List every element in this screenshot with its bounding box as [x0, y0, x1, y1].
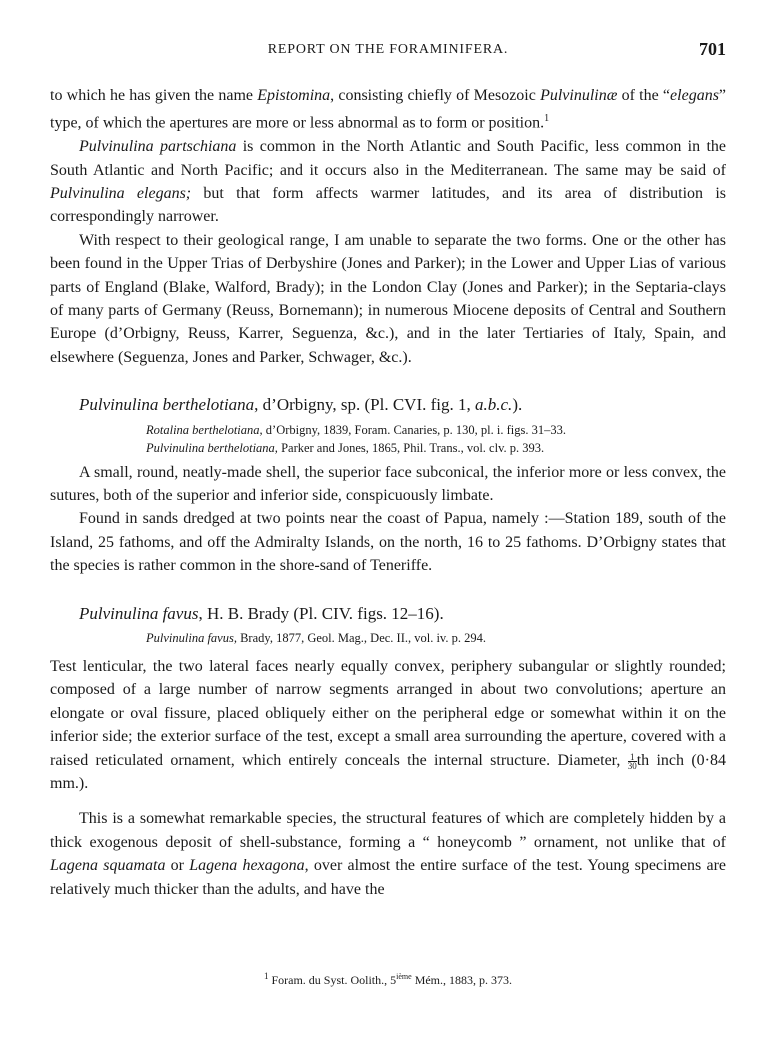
paragraph-epistomina: to which he has given the name Epistomina, consisting chiefly of Mesozoic Pulvinulinæ of the “elegans” type, of which the apertures are more or less abnormal as to form or position.$^1$ — [50, 87, 727, 132]
distribution-berthelotiana: Found in sands dredged at two points near the coast of Papua, namely :—Station 189, south of the Island, 25 fathoms, and off the Admiralty Islands, on the north, 16 to 25 fathoms. D’Orbigny states that the species is rather common in the shore-sand of Teneriffe. — [50, 510, 726, 575]
description-berthelotiana: A small, round, neatly-made shell, the superior face subconical, the inferior more or less convex, the sutures, both of the superior and inferior side, conspicuously limbate. — [50, 463, 726, 505]
fraction: $\frac{1}{30}$ — [627, 751, 637, 771]
footnote: $^1$ Foram. du Syst. Oolith., 5ième Mém., 1883, p. 373. — [263, 971, 513, 987]
species-heading-berthelotiana: Pulvinulina berthelotiana, d’Orbigny, sp. (Pl. CVI. fig. 1, a.b.c.). — [79, 395, 523, 415]
footnote-ref: 1 — [544, 113, 550, 125]
page-body — [50, 84, 726, 901]
paragraph-partschiana: Pulvinulina partschiana is common in the North Atlantic and South Pacific, less common in the South Atlantic and North Pacific; and it occurs also in the Mediterranean. The same may be said of Pulvinulina elegans; but that form affects warmer latitudes, and its area of distribution is correspondingly narrower. — [50, 138, 727, 226]
page-number: 701 — [699, 39, 726, 59]
synonym-line: Pulvinulina favus, Brady, 1877, Geol. Mag., Dec. II., vol. iv. p. 294. — [146, 631, 486, 646]
remarks-favus: This is a somewhat remarkable species, the structural features of which are completely hidden by a thick exogenous deposit of shell-substance, forming a “ honeycomb ” ornament, not unlike that of Lagena squamata or Lagena hexagona, over almost the entire surface of the test. Young specimens are relatively much thicker than the adults, and have the — [50, 810, 727, 898]
synonym-line: Pulvinulina berthelotiana, Parker and Jones, 1865, Phil. Trans., vol. clv. p. 393. — [146, 440, 545, 455]
paragraph-geological-range: With respect to their geological range, I am unable to separate the two forms. One or the other has been found in the Upper Trias of Derbyshire (Jones and Parker); in the Lower and Upper Lias of various parts of England (Blake, Walford, Brady); in the London Clay (Jones and Parker); in the Septaria-clays of many parts of Germany (Reuss, Bornemann); in numerous Miocene deposits of Central and Southern Europe (d’Orbigny, Reuss, Karrer, Seguenza, &c.), and in the later Tertiaries of Italy, Spain, and elsewhere (Seguenza, Jones and Parker, Schwager, &c.). — [50, 231, 726, 366]
header-title: REPORT ON THE FORAMINIFERA. — [267, 42, 509, 57]
species-heading-favus: Pulvinulina favus, H. B. Brady (Pl. CIV. figs. 12–16). — [79, 603, 444, 623]
synonym-line: Rotalina berthelotiana, d’Orbigny, 1839, Foram. Canaries, p. 130, pl. i. figs. 31–33. — [146, 422, 566, 437]
description-favus: Test lenticular, the two lateral faces nearly equally convex, periphery subangular or slightly rounded; composed of a large number of narrow segments arranged in about two convolutions; aperture an elongate or oval fissure, placed obliquely either on the peripheral edge or somewhat within it on the inferior side; the exterior surface of the test, except a small area surrounding the aperture, covered with a raised reticulated ornament, which entirely conceals the internal structure. Diameter, $\frac{1}{30}$ th inch (0·84 mm.). — [50, 658, 726, 793]
